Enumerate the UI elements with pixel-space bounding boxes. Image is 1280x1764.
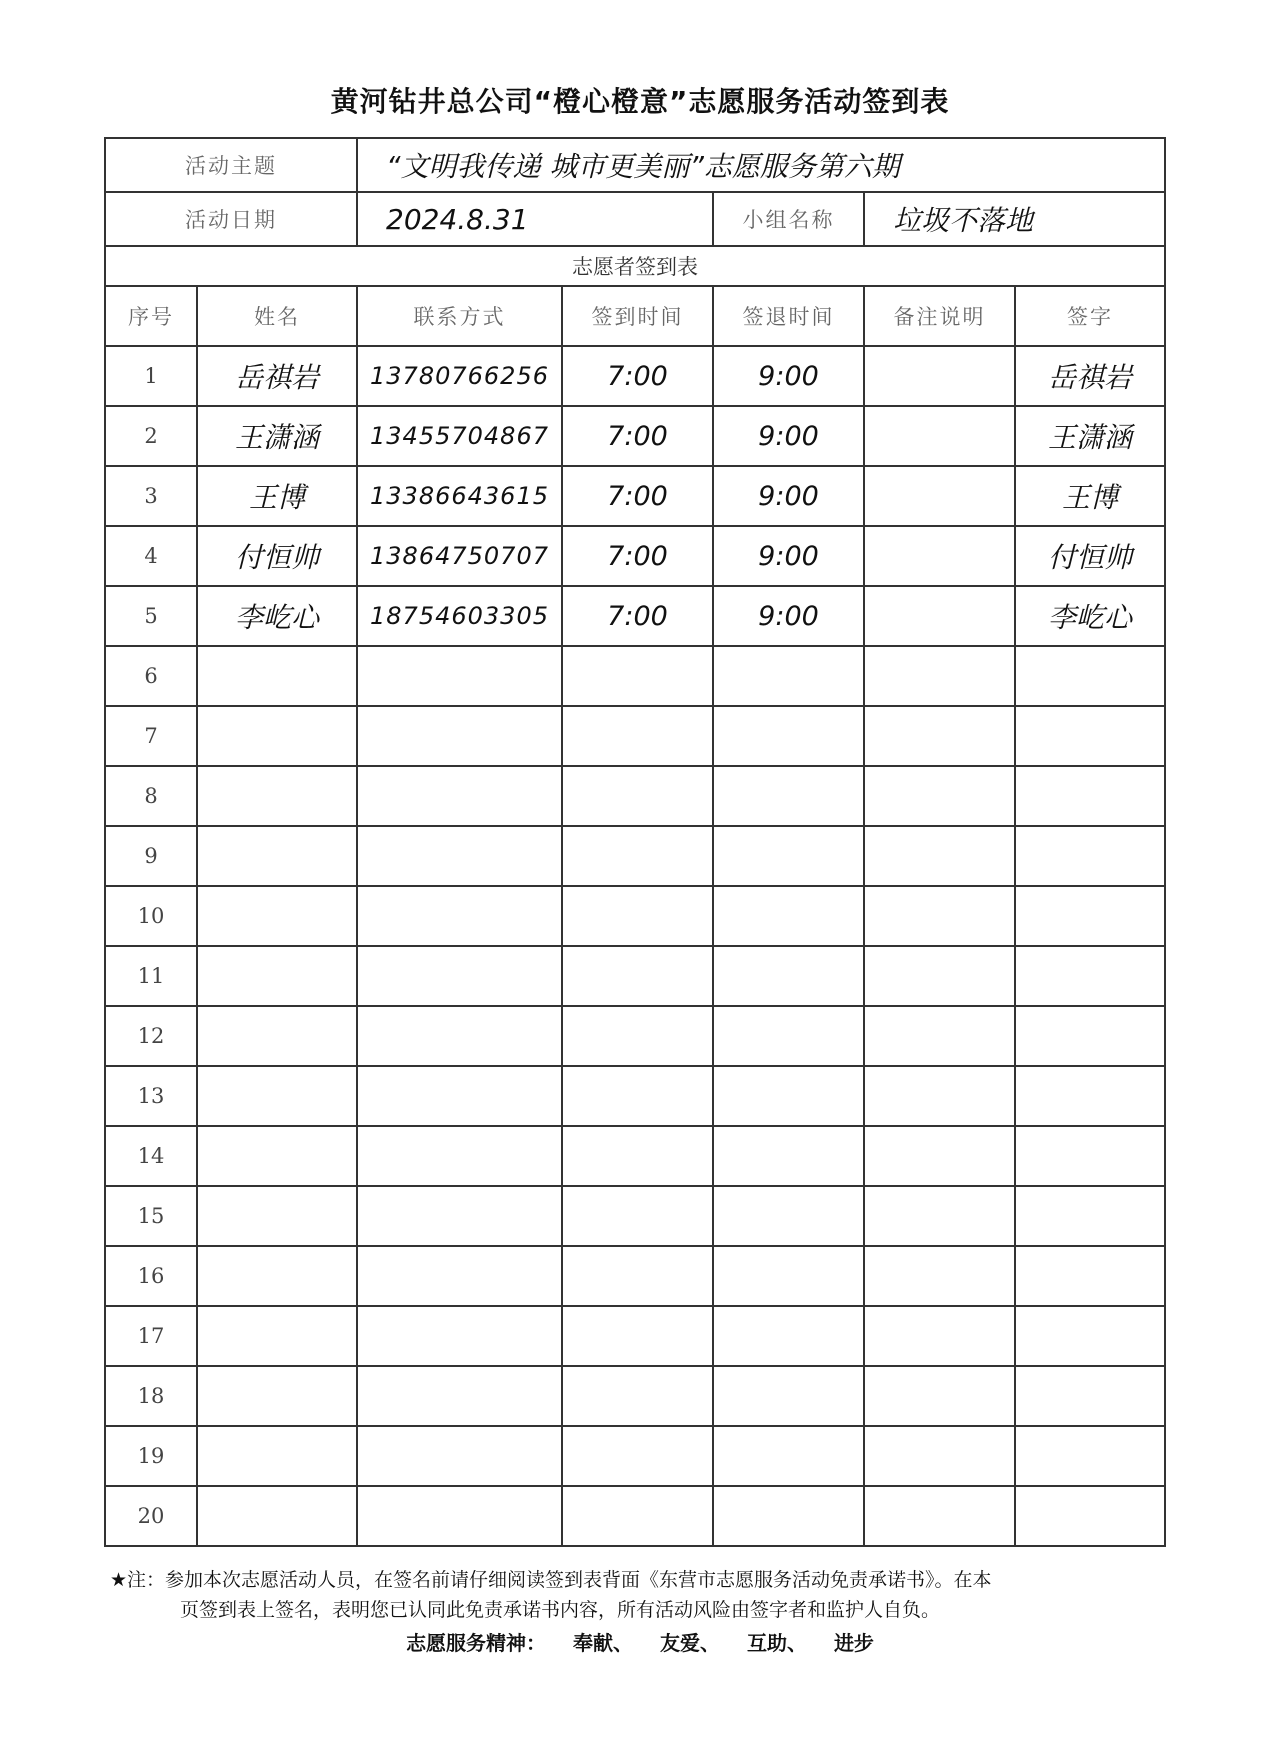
notes-cell [864, 886, 1015, 946]
name-cell [197, 646, 357, 706]
row-index: 2 [105, 406, 197, 466]
contact-cell [357, 1246, 562, 1306]
row-index: 6 [105, 646, 197, 706]
checkout-time-cell: 9:00 [713, 526, 864, 586]
row-index: 10 [105, 886, 197, 946]
table-row [105, 346, 1165, 406]
row-index: 3 [105, 466, 197, 526]
signature-cell [1015, 1366, 1165, 1426]
row-index: 13 [105, 1066, 197, 1126]
table-row [105, 946, 1165, 1006]
row-index: 7 [105, 706, 197, 766]
notes-cell [864, 646, 1015, 706]
spirit-label: 志愿服务精神： [406, 1631, 547, 1655]
table-row [105, 1246, 1165, 1306]
notes-cell [864, 1186, 1015, 1246]
notes-cell [864, 1006, 1015, 1066]
notes-cell [864, 1306, 1015, 1366]
row-index: 5 [105, 586, 197, 646]
volunteer-rows [105, 346, 1165, 1546]
checkin-time-cell: 7:00 [562, 346, 713, 406]
name-cell: 王博 [197, 466, 357, 526]
volunteer-spirit [0, 1627, 1280, 1656]
table-row [105, 766, 1165, 826]
checkin-time-cell [562, 1426, 713, 1486]
contact-cell [357, 646, 562, 706]
contact-cell [357, 1486, 562, 1546]
checkout-time-cell [713, 1066, 864, 1126]
contact-cell: 13864750707 [357, 526, 562, 586]
checkout-time-cell [713, 1186, 864, 1246]
name-cell [197, 886, 357, 946]
checkout-time-cell [713, 766, 864, 826]
name-cell [197, 826, 357, 886]
contact-cell [357, 1426, 562, 1486]
col-header-name: 姓名 [197, 286, 357, 346]
checkin-time-cell: 7:00 [562, 466, 713, 526]
date-label: 活动日期 [105, 192, 357, 246]
spirit-value: 奉献、 [573, 1631, 634, 1655]
checkin-time-cell [562, 1246, 713, 1306]
notes-cell [864, 466, 1015, 526]
col-header-checkout: 签退时间 [713, 286, 864, 346]
contact-cell [357, 706, 562, 766]
notes-cell [864, 1486, 1015, 1546]
contact-cell [357, 826, 562, 886]
checkin-time-cell [562, 1306, 713, 1366]
row-index: 16 [105, 1246, 197, 1306]
checkout-time-cell [713, 706, 864, 766]
theme-row [105, 138, 1165, 192]
checkout-time-cell: 9:00 [713, 346, 864, 406]
notes-cell [864, 1126, 1015, 1186]
table-row [105, 1366, 1165, 1426]
date-value: 2024.8.31 [357, 192, 713, 246]
col-header-signature: 签字 [1015, 286, 1165, 346]
row-index: 20 [105, 1486, 197, 1546]
contact-cell [357, 1366, 562, 1426]
table-row [105, 1066, 1165, 1126]
row-index: 19 [105, 1426, 197, 1486]
notes-cell [864, 706, 1015, 766]
name-cell [197, 946, 357, 1006]
name-cell [197, 1126, 357, 1186]
table-row [105, 406, 1165, 466]
notes-cell [864, 586, 1015, 646]
signature-cell [1015, 946, 1165, 1006]
table-row [105, 886, 1165, 946]
date-row [105, 192, 1165, 246]
notes-cell [864, 1066, 1015, 1126]
checkin-time-cell [562, 1066, 713, 1126]
contact-cell: 13386643615 [357, 466, 562, 526]
subtitle-row [105, 246, 1165, 286]
contact-cell [357, 1006, 562, 1066]
table-row [105, 586, 1165, 646]
checkin-time-cell [562, 646, 713, 706]
signature-cell [1015, 1246, 1165, 1306]
column-header-row [105, 286, 1165, 346]
note-line-1: ★注：参加本次志愿活动人员，在签名前请仔细阅读签到表背面《东营市志愿服务活动免责承诺书》。在本 [110, 1569, 992, 1591]
notes-cell [864, 826, 1015, 886]
row-index: 18 [105, 1366, 197, 1426]
checkin-time-cell: 7:00 [562, 406, 713, 466]
notes-cell [864, 1246, 1015, 1306]
table-row [105, 1306, 1165, 1366]
row-index: 15 [105, 1186, 197, 1246]
signature-cell [1015, 1186, 1165, 1246]
signature-cell [1015, 826, 1165, 886]
signature-cell [1015, 886, 1165, 946]
checkin-time-cell [562, 1366, 713, 1426]
name-cell [197, 1426, 357, 1486]
signature-cell [1015, 1126, 1165, 1186]
notes-cell [864, 526, 1015, 586]
table-row [105, 1006, 1165, 1066]
checkin-time-cell: 7:00 [562, 586, 713, 646]
checkout-time-cell [713, 826, 864, 886]
col-header-index: 序号 [105, 286, 197, 346]
contact-cell [357, 766, 562, 826]
signature-cell: 王潇涵 [1015, 406, 1165, 466]
checkout-time-cell [713, 946, 864, 1006]
row-index: 14 [105, 1126, 197, 1186]
row-index: 17 [105, 1306, 197, 1366]
table-row [105, 1426, 1165, 1486]
name-cell [197, 706, 357, 766]
table-row [105, 526, 1165, 586]
signature-cell [1015, 1486, 1165, 1546]
signature-cell: 岳祺岩 [1015, 346, 1165, 406]
theme-value: “文明我传递 城市更美丽”志愿服务第六期 [357, 138, 1165, 192]
name-cell: 李屹心 [197, 586, 357, 646]
table-row [105, 826, 1165, 886]
col-header-notes: 备注说明 [864, 286, 1015, 346]
checkout-time-cell [713, 1486, 864, 1546]
checkout-time-cell [713, 1366, 864, 1426]
checkin-time-cell [562, 826, 713, 886]
contact-cell [357, 1126, 562, 1186]
checkout-time-cell [713, 1306, 864, 1366]
table-row [105, 646, 1165, 706]
signature-cell [1015, 1066, 1165, 1126]
checkin-time-cell [562, 886, 713, 946]
row-index: 11 [105, 946, 197, 1006]
notes-cell [864, 406, 1015, 466]
signature-cell: 李屹心 [1015, 586, 1165, 646]
table-row [105, 1186, 1165, 1246]
signature-cell: 付恒帅 [1015, 526, 1165, 586]
notes-cell [864, 1366, 1015, 1426]
sheet-subtitle: 志愿者签到表 [105, 246, 1165, 286]
notes-cell [864, 946, 1015, 1006]
checkin-time-cell [562, 1186, 713, 1246]
name-cell: 王潇涵 [197, 406, 357, 466]
name-cell [197, 1066, 357, 1126]
signature-cell: 王博 [1015, 466, 1165, 526]
name-cell [197, 1006, 357, 1066]
checkin-time-cell: 7:00 [562, 526, 713, 586]
signature-cell [1015, 766, 1165, 826]
form-title: 黄河钻井总公司“橙心橙意”志愿服务活动签到表 [330, 85, 950, 118]
col-header-contact: 联系方式 [357, 286, 562, 346]
signature-cell [1015, 1426, 1165, 1486]
contact-cell [357, 1066, 562, 1126]
checkout-time-cell [713, 646, 864, 706]
name-cell [197, 1306, 357, 1366]
spirit-value: 进步 [833, 1631, 874, 1655]
contact-cell [357, 1186, 562, 1246]
notes-cell [864, 1426, 1015, 1486]
name-cell [197, 766, 357, 826]
sign-in-table [104, 137, 1166, 1547]
row-index: 1 [105, 346, 197, 406]
table-row [105, 1126, 1165, 1186]
name-cell [197, 1366, 357, 1426]
checkout-time-cell: 9:00 [713, 586, 864, 646]
contact-cell: 13780766256 [357, 346, 562, 406]
checkout-time-cell [713, 1006, 864, 1066]
spirit-value: 友爱、 [660, 1631, 720, 1655]
checkin-time-cell [562, 1006, 713, 1066]
name-cell [197, 1186, 357, 1246]
checkout-time-cell [713, 1246, 864, 1306]
note-line-2: 页签到表上签名，表明您已认同此免责承诺书内容，所有活动风险由签字者和监护人自负。 [180, 1599, 941, 1621]
checkin-time-cell [562, 766, 713, 826]
theme-label: 活动主题 [105, 138, 357, 192]
contact-cell [357, 886, 562, 946]
name-cell: 付恒帅 [197, 526, 357, 586]
checkout-time-cell: 9:00 [713, 406, 864, 466]
contact-cell [357, 946, 562, 1006]
checkout-time-cell [713, 886, 864, 946]
contact-cell [357, 1306, 562, 1366]
checkin-time-cell [562, 946, 713, 1006]
checkin-time-cell [562, 1486, 713, 1546]
notes-cell [864, 766, 1015, 826]
signature-cell [1015, 646, 1165, 706]
checkout-time-cell [713, 1126, 864, 1186]
notes-cell [864, 346, 1015, 406]
checkout-time-cell [713, 1426, 864, 1486]
table-row [105, 706, 1165, 766]
checkin-time-cell [562, 706, 713, 766]
row-index: 4 [105, 526, 197, 586]
name-cell [197, 1486, 357, 1546]
spirit-value: 互助、 [746, 1631, 807, 1655]
row-index: 8 [105, 766, 197, 826]
name-cell: 岳祺岩 [197, 346, 357, 406]
disclaimer-note [110, 1565, 1170, 1625]
group-label: 小组名称 [713, 192, 864, 246]
row-index: 9 [105, 826, 197, 886]
group-value: 垃圾不落地 [864, 192, 1165, 246]
contact-cell: 13455704867 [357, 406, 562, 466]
signature-cell [1015, 1006, 1165, 1066]
row-index: 12 [105, 1006, 197, 1066]
signature-cell [1015, 706, 1165, 766]
col-header-checkin: 签到时间 [562, 286, 713, 346]
signature-cell [1015, 1306, 1165, 1366]
name-cell [197, 1246, 357, 1306]
checkin-time-cell [562, 1126, 713, 1186]
checkout-time-cell: 9:00 [713, 466, 864, 526]
table-row [105, 466, 1165, 526]
table-row [105, 1486, 1165, 1546]
contact-cell: 18754603305 [357, 586, 562, 646]
